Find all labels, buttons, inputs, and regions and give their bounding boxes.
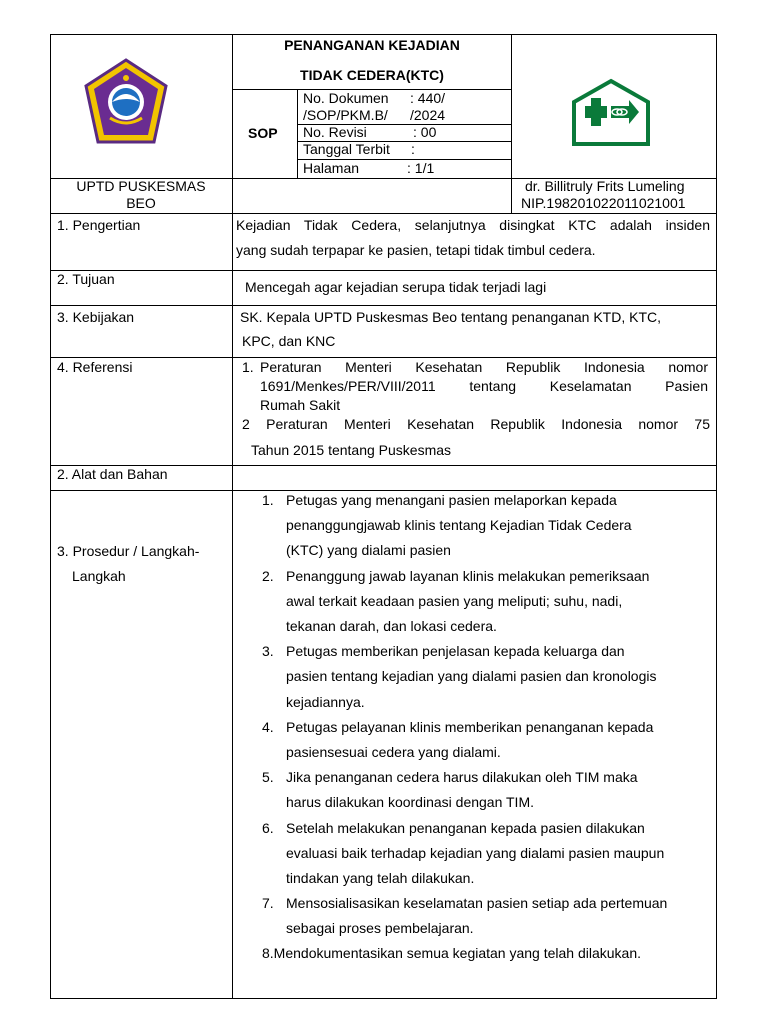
procedure-step-number: 7. bbox=[262, 895, 274, 912]
puskesmas-logo bbox=[571, 78, 651, 146]
page-label: Halaman bbox=[303, 160, 360, 176]
procedure-step-text: Petugas yang menangani pasien melaporkan kepada bbox=[286, 492, 617, 508]
pengertian-text-line1: Kejadian Tidak Cedera, selanjutnya disingkat KTC adalah insiden bbox=[236, 217, 710, 233]
procedure-step-text: tekanan darah, dan lokasi cedera. bbox=[286, 617, 497, 634]
kebijakan-text-line2: KPC, dan KNC bbox=[242, 333, 336, 349]
referensi-item1-number: 1. bbox=[242, 359, 254, 375]
regional-emblem-logo bbox=[82, 56, 170, 148]
revision-value: : 00 bbox=[413, 124, 437, 140]
prosedur-label-line1: 3. Prosedur / Langkah- bbox=[57, 543, 200, 559]
referensi-item1-line1: Peraturan Menteri Kesehatan Republik Indonesia nomor bbox=[260, 359, 708, 375]
procedure-step-number: 2. bbox=[262, 567, 274, 584]
referensi-item1-line2: 1691/Menkes/PER/VIII/2011 tentang Keselamatan Pasien bbox=[260, 378, 708, 394]
tujuan-text: Mencegah agar kejadian serupa tidak terjadi lagi bbox=[245, 279, 547, 295]
referensi-item2-line2: Tahun 2015 tentang Puskesmas bbox=[251, 442, 452, 458]
procedure-step-text: Petugas memberikan penjelasan kepada keluarga dan bbox=[286, 643, 625, 660]
procedure-step bbox=[262, 891, 710, 941]
doc-number-label-2: /SOP/PKM.B/ bbox=[303, 107, 388, 123]
procedure-step bbox=[262, 816, 710, 892]
procedure-step-text: (KTC) yang dialami pasien bbox=[286, 542, 451, 559]
procedure-step bbox=[262, 564, 710, 640]
procedure-step-text: Mensosialisasikan keselamatan pasien setiap ada pertemuan bbox=[286, 895, 668, 912]
issue-date-label: Tanggal Terbit bbox=[303, 141, 390, 157]
procedure-step-text: harus dilakukan koordinasi dengan TIM. bbox=[286, 794, 535, 811]
prosedur-label-line2: Langkah bbox=[72, 568, 126, 584]
referensi-item2-line1: 2 Peraturan Menteri Kesehatan Republik Indonesia nomor 75 bbox=[242, 416, 710, 432]
tujuan-label: 2. Tujuan bbox=[57, 271, 115, 287]
pengertian-label: 1. Pengertian bbox=[57, 217, 141, 233]
procedure-step-text: Penanggung jawab layanan klinis melakukan pemeriksaan bbox=[286, 567, 650, 584]
procedure-step-text: evaluasi baik terhadap kejadian yang dialami pasien maupun bbox=[286, 844, 665, 861]
referensi-label: 4. Referensi bbox=[57, 359, 133, 375]
org-name-line1: UPTD PUSKESMAS bbox=[76, 178, 206, 194]
procedure-step-text: Jika penanganan cedera harus dilakukan oleh TIM maka bbox=[286, 769, 638, 786]
procedure-step-text: kejadiannya. bbox=[286, 693, 365, 710]
procedure-step-8: 8.Mendokumentasikan semua kegiatan yang telah dilakukan. bbox=[262, 945, 642, 961]
doc-number-value-2: /2024 bbox=[410, 107, 446, 123]
kebijakan-label: 3. Kebijakan bbox=[57, 309, 135, 325]
procedure-step-text: pasiensesuai cedera yang dialami. bbox=[286, 743, 501, 760]
sop-label: SOP bbox=[248, 125, 278, 141]
document-title-line2: TIDAK CEDERA(KTC) bbox=[300, 67, 444, 83]
org-name-line2: BEO bbox=[126, 195, 156, 211]
kebijakan-text-line1: SK. Kepala UPTD Puskesmas Beo tentang penanganan KTD, KTC, bbox=[240, 309, 662, 325]
procedure-step-text: pasien tentang kejadian yang dialami pasien dan kronologis bbox=[286, 668, 657, 685]
referensi-item1-line3: Rumah Sakit bbox=[260, 397, 341, 413]
procedure-step-number: 3. bbox=[262, 643, 274, 660]
document-title-line1: PENANGANAN KEJADIAN bbox=[284, 37, 460, 53]
page-value: : 1/1 bbox=[407, 160, 435, 176]
signer-nip: NIP.198201022011021001 bbox=[521, 195, 686, 211]
procedure-step-text: tindakan yang telah dilakukan. bbox=[286, 869, 475, 886]
procedure-step-text: penanggungjawab klinis tentang Kejadian Tidak Cedera bbox=[286, 517, 632, 534]
procedure-step-number: 4. bbox=[262, 718, 274, 735]
procedure-step-number: 5. bbox=[262, 769, 274, 786]
doc-number-value: : 440/ bbox=[410, 90, 446, 106]
procedure-step-text: sebagai proses pembelajaran. bbox=[286, 920, 474, 937]
signer-name: dr. Billitruly Frits Lumeling bbox=[525, 178, 685, 194]
procedure-step-text: awal terkait keadaan pasien yang meliputi; suhu, nadi, bbox=[286, 592, 623, 609]
procedure-step bbox=[262, 639, 710, 715]
procedure-step-text: Setelah melakukan penanganan kepada pasien dilakukan bbox=[286, 819, 645, 836]
pengertian-text-line2: yang sudah terpapar ke pasien, tetapi tidak timbul cedera. bbox=[236, 242, 596, 258]
procedure-step bbox=[262, 715, 710, 765]
procedure-step-text: Petugas pelayanan klinis memberikan penanganan kepada bbox=[286, 718, 654, 735]
alat-bahan-label: 2. Alat dan Bahan bbox=[57, 466, 168, 482]
procedure-step-number: 1. bbox=[262, 492, 274, 508]
doc-number-label: No. Dokumen bbox=[303, 90, 389, 106]
issue-date-value: : bbox=[411, 141, 415, 157]
procedure-step bbox=[262, 488, 710, 564]
procedure-step-number: 6. bbox=[262, 819, 274, 836]
revision-label: No. Revisi bbox=[303, 124, 367, 140]
procedure-step bbox=[262, 765, 710, 815]
